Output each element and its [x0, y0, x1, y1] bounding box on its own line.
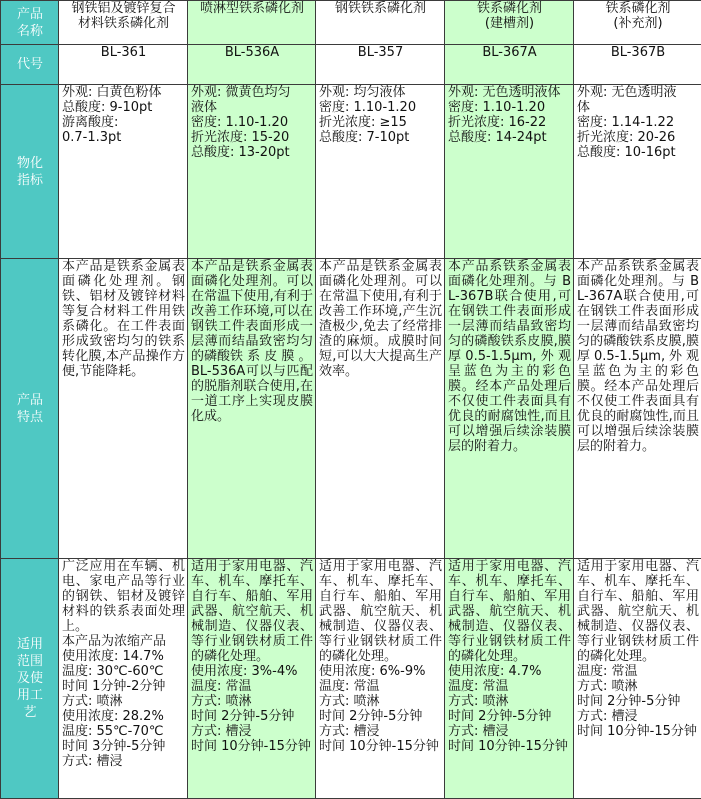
text-paragraph: 方式: 槽浸	[191, 724, 313, 739]
usage-cell	[316, 559, 445, 799]
usage-cell	[59, 559, 188, 799]
product-code-cell: BL-361	[59, 45, 188, 85]
row-physical-props	[1, 85, 701, 259]
spec-line: 折光浓度: 16-22	[448, 115, 571, 130]
spec-line: 液体	[191, 100, 313, 115]
text-paragraph: 时间 2分钟-5分钟	[577, 694, 699, 709]
text-paragraph: 时间 2分钟-5分钟	[448, 709, 571, 724]
row-usage	[1, 559, 701, 799]
text-paragraph: 本产品为浓缩产品	[62, 634, 185, 649]
row-label-name: 产品 名称	[1, 1, 59, 45]
spec-line: 密度: 1.10-1.20	[319, 100, 442, 115]
text-paragraph: 广泛应用在车辆、机电、家电产品等行业的钢铁、铝材及镀锌材料的铁系表面处理上。	[62, 559, 185, 634]
text-paragraph: 温度: 30℃-60℃	[62, 664, 185, 679]
row-features	[1, 259, 701, 559]
product-code-cell: BL-357	[316, 45, 445, 85]
text-paragraph: 时间 2分钟-5分钟	[191, 709, 313, 724]
spec-line: 体	[577, 100, 699, 115]
row-label-features: 产品 特点	[1, 259, 59, 559]
row-label-usage: 适用 范围 及使 用工 艺	[1, 559, 59, 799]
row-label-props: 物化 指标	[1, 85, 59, 259]
features-cell	[316, 259, 445, 559]
usage-cell	[188, 559, 316, 799]
props-cell	[574, 85, 701, 259]
row-product-name	[1, 1, 701, 45]
spec-line: 总酸度: 10-16pt	[577, 145, 699, 160]
product-name-cell: 钢铁铝及镀锌复合 材料铁系磷化剂	[59, 1, 188, 45]
text-paragraph: 适用于家用电器、汽车、机车、摩托车、自行车、船舶、军用武器、航空航天、机械制造、仪器仪表、等行业钢铁材质工件的磷化处理。	[191, 559, 313, 664]
text-paragraph: 时间 1分钟-2分钟	[62, 679, 185, 694]
product-code-cell: BL-536A	[188, 45, 316, 85]
text-paragraph: 方式: 槽浸	[577, 709, 699, 724]
text-paragraph: 本产品是铁系金属表面磷化处理剂。钢铁、铝材及镀锌材料等复合材料工件用铁系磷化。在工件表面形成致密均匀的铁系转化膜,本产品操作方便,节能降耗。	[62, 259, 185, 379]
features-cell	[188, 259, 316, 559]
text-paragraph: 温度: 常温	[319, 679, 442, 694]
spec-line: 折光浓度: 20-26	[577, 130, 699, 145]
usage-cell	[445, 559, 574, 799]
spec-line: 总酸度: 14-24pt	[448, 130, 571, 145]
text-paragraph: 使用浓度: 4.7%	[448, 664, 571, 679]
row-label-code: 代号	[1, 45, 59, 85]
text-paragraph: 方式: 喷淋	[319, 694, 442, 709]
props-cell	[445, 85, 574, 259]
text-paragraph: 时间 10分钟-15分钟	[191, 739, 313, 754]
text-paragraph: 使用浓度: 3%-4%	[191, 664, 313, 679]
product-name-cell: 铁系磷化剂 (建槽剂)	[445, 1, 574, 45]
spec-line: 密度: 1.10-1.20	[191, 115, 313, 130]
text-paragraph: 温度: 常温	[577, 664, 699, 679]
spec-line: 总酸度: 7-10pt	[319, 130, 442, 145]
text-paragraph: 方式: 槽浸	[319, 724, 442, 739]
spec-line: 外观: 微黄色均匀	[191, 85, 313, 100]
text-paragraph: 时间 10分钟-15分钟	[319, 739, 442, 754]
spec-line: 总酸度: 13-20pt	[191, 145, 313, 160]
text-paragraph: 温度: 常温	[191, 679, 313, 694]
text-paragraph: 温度: 常温	[448, 679, 571, 694]
text-paragraph: 使用浓度: 6%-9%	[319, 664, 442, 679]
text-paragraph: 本产品是铁系金属表面磷化处理剂。可以在常温下使用,有利于改善工作环境,产生沉渣极少,免去了经常排渣的麻烦。成膜时间短,可以大大提高生产效率。	[319, 259, 442, 379]
usage-cell	[574, 559, 701, 799]
spec-line: 外观: 无色透明液体	[448, 85, 571, 100]
product-name-cell: 钢铁铁系磷化剂	[316, 1, 445, 45]
product-code-cell: BL-367B	[574, 45, 701, 85]
spec-line: 折光浓度: ≥15	[319, 115, 442, 130]
props-cell	[59, 85, 188, 259]
spec-line: 0.7-1.3pt	[62, 130, 185, 145]
spec-line: 外观: 无色透明液	[577, 85, 699, 100]
text-paragraph: 方式: 喷淋	[191, 694, 313, 709]
spec-line: 外观: 白黄色粉体	[62, 85, 185, 100]
spec-line: 外观: 均匀液体	[319, 85, 442, 100]
product-name-cell: 铁系磷化剂 (补充剂)	[574, 1, 701, 45]
spec-line: 游离酸度:	[62, 115, 185, 130]
product-name-cell: 喷淋型铁系磷化剂	[188, 1, 316, 45]
text-paragraph: 使用浓度: 14.7%	[62, 649, 185, 664]
row-product-code	[1, 45, 701, 85]
text-paragraph: 方式: 喷淋	[62, 694, 185, 709]
text-paragraph: 方式: 槽浸	[448, 724, 571, 739]
spec-line: 总酸度: 9-10pt	[62, 100, 185, 115]
text-paragraph: 本产品系铁系金属表面磷化处理剂。与 BL-367B联合使用,可在钢铁工件表面形成一层薄而结晶致密均匀的磷酸铁系皮膜,膜厚0.5-1.5μm,外观呈蓝色为主的彩色膜。经本产品处理后不仅使工件表面具有优良的耐腐蚀性,而且可以增强后续涂装膜层的附着力。	[448, 259, 571, 454]
text-paragraph: 适用于家用电器、汽车、机车、摩托车、自行车、船舶、军用武器、航空航天、机械制造、仪器仪表、等行业钢铁材质工件的磷化处理。	[448, 559, 571, 664]
text-paragraph: 时间 10分钟-15分钟	[577, 724, 699, 739]
features-cell	[59, 259, 188, 559]
text-paragraph: 本产品系铁系金属表面磷化处理剂。与 BL-367A联合使用,可在钢铁工件表面形成一层薄而结晶致密均匀的磷酸铁系皮膜,膜厚0.5-1.5μm,外观呈蓝色为主的彩色膜。经本产品处理后不仅使工件表面具有优良的耐腐蚀性,而且可以增强后续涂装膜层的附着力。	[577, 259, 699, 454]
features-cell	[574, 259, 701, 559]
props-cell	[316, 85, 445, 259]
text-paragraph: 温度: 55℃-70℃	[62, 724, 185, 739]
text-paragraph: 时间 10分钟-15分钟	[448, 739, 571, 754]
features-cell	[445, 259, 574, 559]
text-paragraph: 时间 2分钟-5分钟	[319, 709, 442, 724]
text-paragraph: 适用于家用电器、汽车、机车、摩托车、自行车、船舶、军用武器、航空航天、机械制造、仪器仪表、等行业钢铁材质工件的磷化处理。	[577, 559, 699, 664]
text-paragraph: BL-536A可以与匹配的脱脂剂联合使用,在一道工序上实现皮膜化成。	[191, 364, 313, 424]
spec-line: 密度: 1.14-1.22	[577, 115, 699, 130]
spec-line: 折光浓度: 15-20	[191, 130, 313, 145]
spec-line: 密度: 1.10-1.20	[448, 100, 571, 115]
text-paragraph: 方式: 喷淋	[577, 679, 699, 694]
text-paragraph: 使用浓度: 28.2%	[62, 709, 185, 724]
props-cell	[188, 85, 316, 259]
text-paragraph: 方式: 槽浸	[62, 754, 185, 769]
text-paragraph: 适用于家用电器、汽车、机车、摩托车、自行车、船舶、军用武器、航空航天、机械制造、仪器仪表、等行业钢铁材质工件的磷化处理。	[319, 559, 442, 664]
product-code-cell: BL-367A	[445, 45, 574, 85]
text-paragraph: 本产品是铁系金属表面磷化处理剂。可以在常温下使用,有利于改善工作环境,可以在钢铁工件表面形成一层薄而结晶致密均匀的磷酸铁 系 皮 膜 。	[191, 259, 313, 364]
text-paragraph: 方式: 喷淋	[448, 694, 571, 709]
text-paragraph: 时间 3分钟-5分钟	[62, 739, 185, 754]
